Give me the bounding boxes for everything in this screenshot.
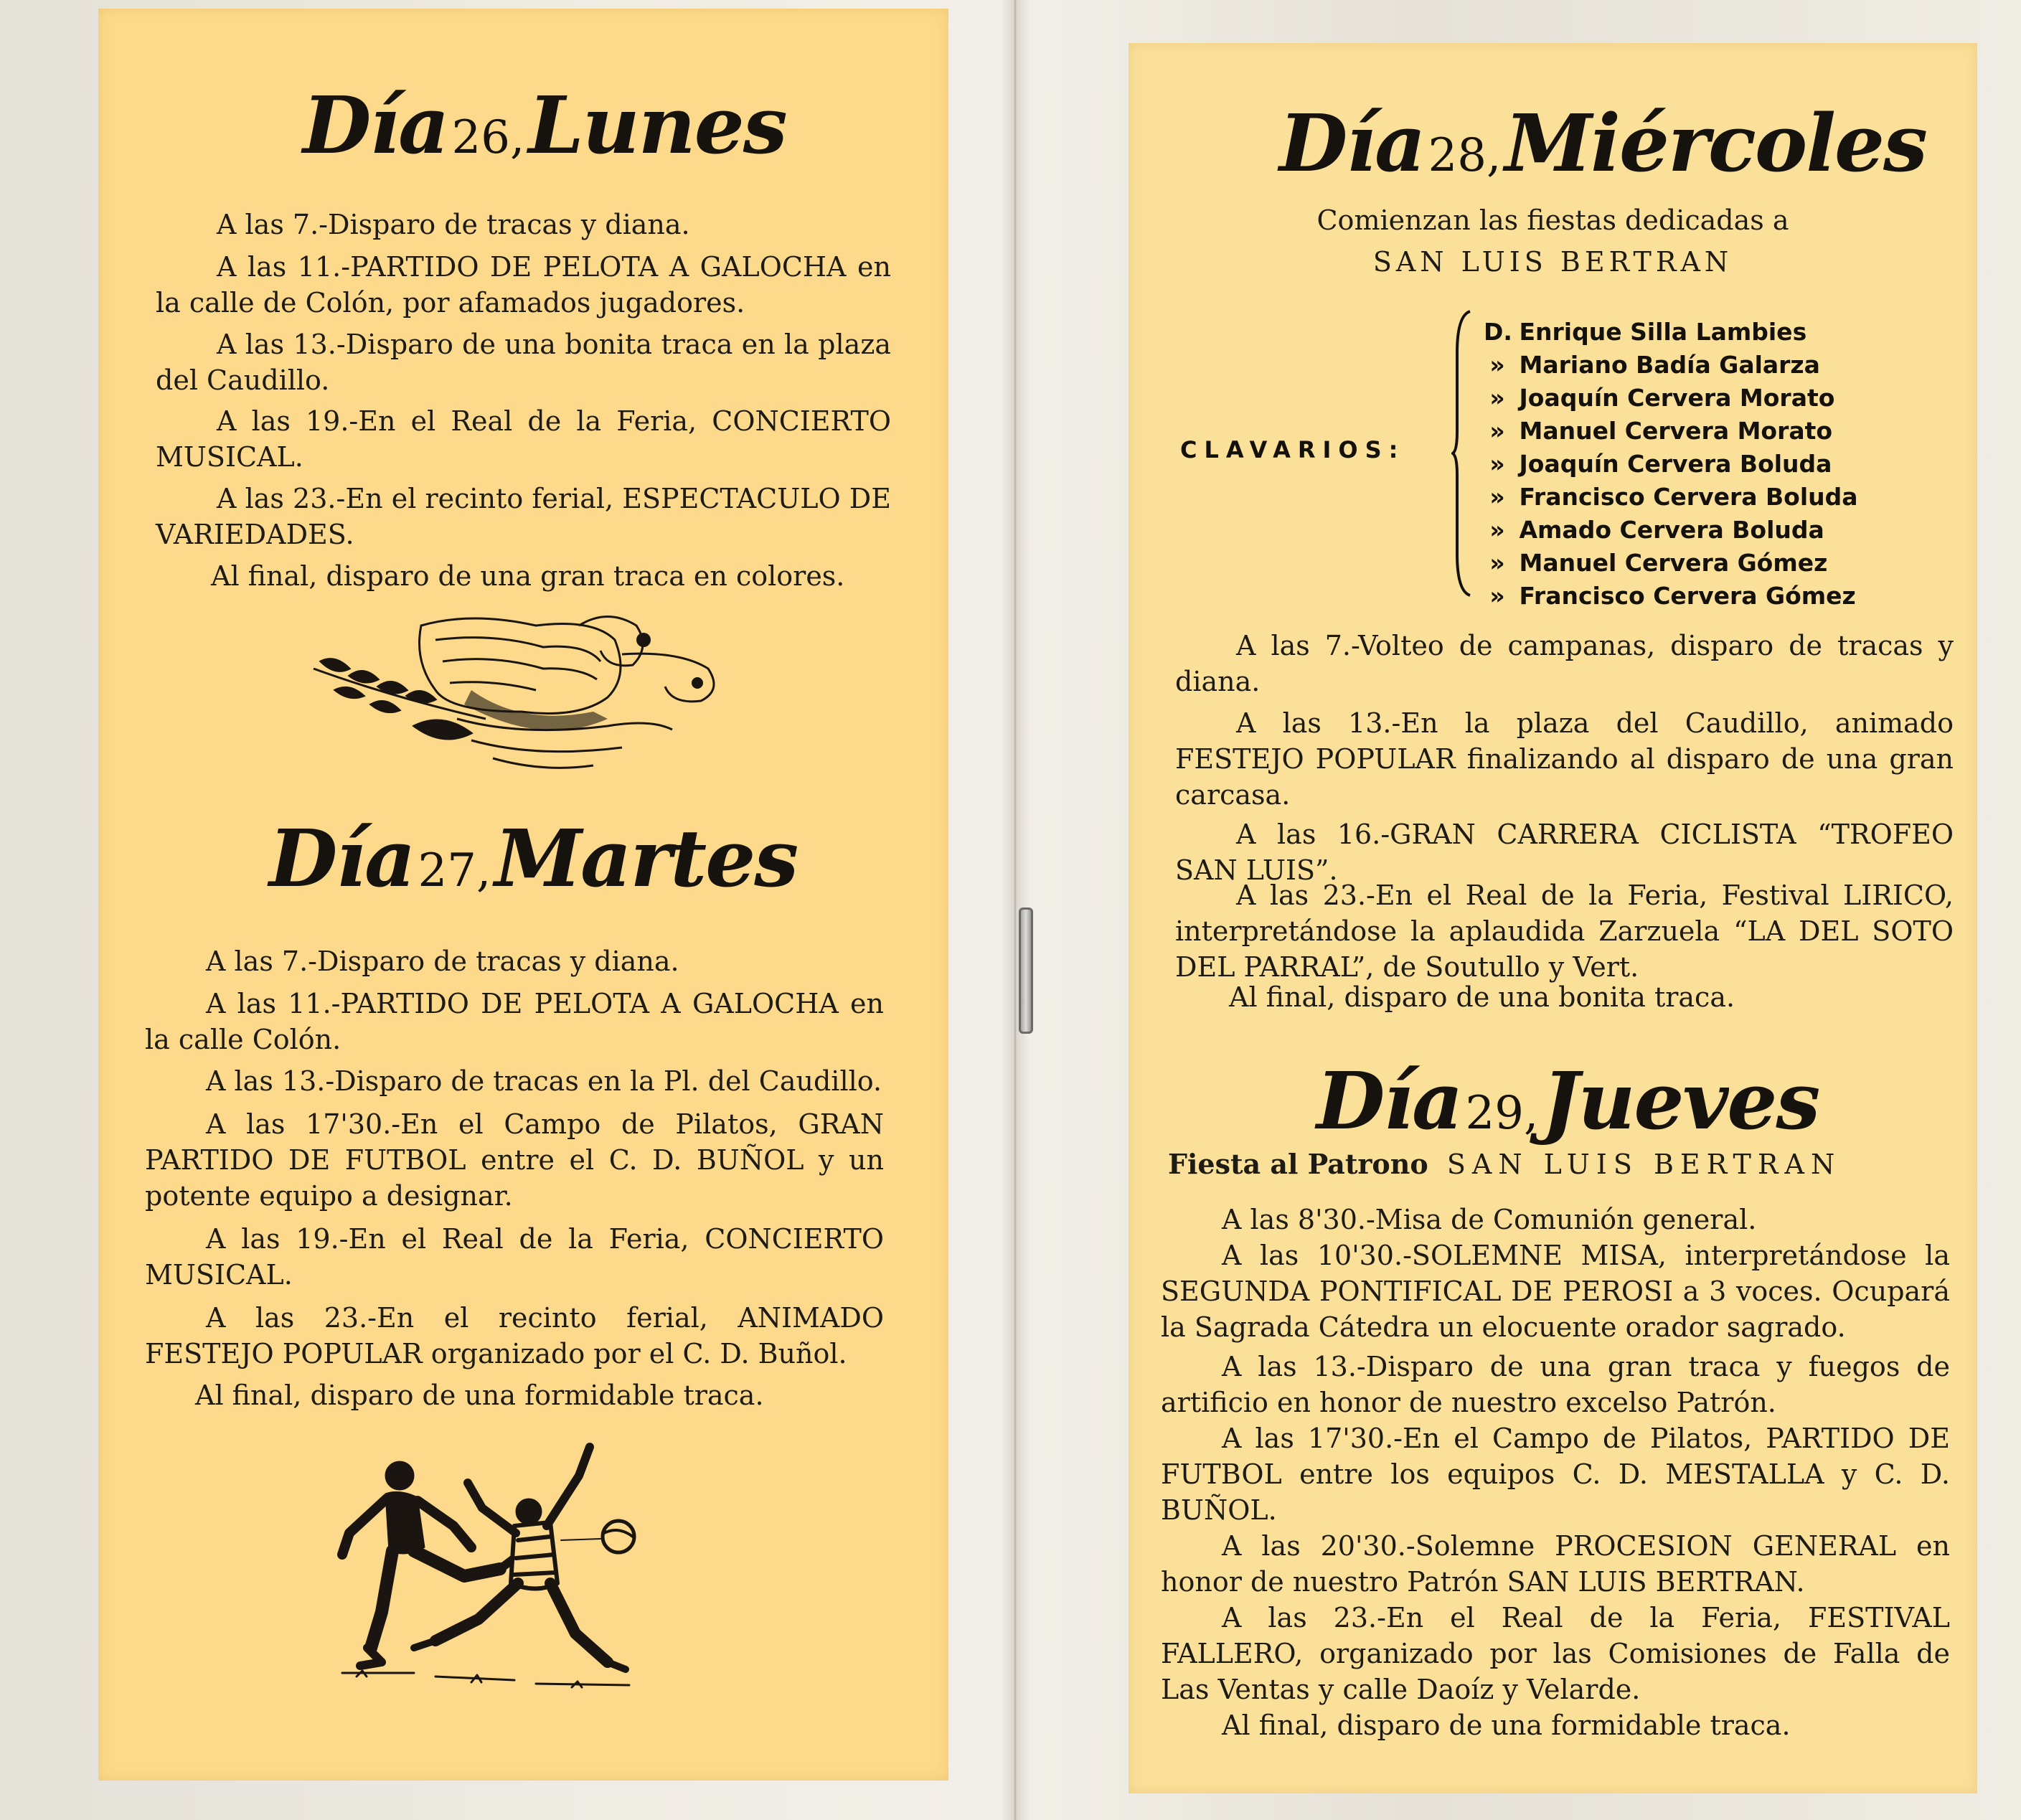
clavarios-label: CLAVARIOS: <box>1180 436 1405 463</box>
day-26-title-dia: Día <box>303 79 448 171</box>
day-29-event: A las 13.-Disparo de una gran traca y fuegos de artificio en honor de nuestro excelso Patrón. <box>1161 1351 1950 1418</box>
day-26-event: A las 19.-En el Real de la Feria, CONCIERTO MUSICAL. <box>156 405 891 473</box>
clavarios-list <box>1484 316 1858 613</box>
day-29-title <box>1316 1055 1819 1147</box>
day-28-title-weekday: Miércoles <box>1504 97 1926 189</box>
day-28-event: A las 23.-En el Real de la Feria, Festival LIRICO, interpretándose la aplaudida Zarzuela “LA DEL SOTO DEL PARRAL”, de Soutullo y Vert. <box>1175 880 1954 983</box>
day-29-event: A las 20'30.-Solemne PROCESION GENERAL en honor de nuestro Patrón SAN LUIS BERTRAN. <box>1161 1530 1950 1598</box>
clavario-item: » Francisco Cervera Boluda <box>1489 483 1858 511</box>
day-26-event: A las 13.-Disparo de una bonita traca en la plaza del Caudillo. <box>156 329 891 396</box>
day-26-title <box>303 79 786 171</box>
day-27-event: A las 17'30.-En el Campo de Pilatos, GRAN PARTIDO DE FUTBOL entre el C. D. BUÑOL y un potente equipo a designar. <box>145 1108 884 1212</box>
day-27-title-dia: Día <box>269 812 415 905</box>
day-26-event: Al final, disparo de una gran traca en colores. <box>211 560 845 592</box>
brace-icon <box>1451 310 1473 597</box>
clavario-item: » Joaquín Cervera Boluda <box>1489 450 1832 478</box>
day-29-subtitle-lead: Fiesta al Patrono <box>1168 1148 1428 1180</box>
clavario-item: » Manuel Cervera Gómez <box>1489 549 1828 577</box>
day-27-title <box>269 812 798 905</box>
day-28-event: A las 13.-En la plaza del Caudillo, animado FESTEJO POPULAR finalizando al disparo de una gran carcasa. <box>1175 707 1954 811</box>
day-26-title-weekday: Lunes <box>528 79 786 171</box>
day-29-event: A las 8'30.-Misa de Comunión general. <box>1222 1204 1757 1235</box>
day-28-event: Al final, disparo de una bonita traca. <box>1229 981 1735 1013</box>
day-29-event: A las 10'30.-SOLEMNE MISA, interpretándose la SEGUNDA PONTIFICAL DE PEROSI a 3 voces. Ocupará la Sagrada Cátedra un elocuente orador sagrado. <box>1161 1240 1950 1343</box>
day-28-subtitle: Comienzan las fiestas dedicadas a <box>1316 204 1789 236</box>
day-28-patron: SAN LUIS BERTRAN <box>1372 246 1733 278</box>
clavario-item: D. Enrique Silla Lambies <box>1484 318 1807 346</box>
day-28-title-dia: Día <box>1279 97 1425 189</box>
day-29-title-dia: Día <box>1316 1055 1462 1147</box>
day-29-title-number: 29, <box>1465 1087 1539 1140</box>
day-27-event: A las 7.-Disparo de tracas y diana. <box>206 946 679 977</box>
day-29-event: Al final, disparo de una formidable traca. <box>1222 1710 1791 1741</box>
clavario-item: » Mariano Badía Galarza <box>1489 351 1820 379</box>
day-29-title-weekday: Jueves <box>1542 1055 1819 1147</box>
day-29-subtitle <box>1168 1148 1841 1180</box>
day-27-event: A las 23.-En el recinto ferial, ANIMADO FESTEJO POPULAR organizado por el C. D. Buñol. <box>145 1302 884 1369</box>
day-29-patron: SAN LUIS BERTRAN <box>1446 1149 1842 1180</box>
clavario-item: » Francisco Cervera Gómez <box>1489 582 1856 610</box>
laurel-scroll-icon <box>306 611 737 791</box>
right-page <box>1129 43 1977 1793</box>
day-27-event: A las 19.-En el Real de la Feria, CONCIERTO MUSICAL. <box>145 1223 884 1291</box>
day-26-event: A las 11.-PARTIDO DE PELOTA A GALOCHA en la calle de Colón, por afamados jugadores. <box>156 251 891 319</box>
day-27-title-weekday: Martes <box>494 812 798 905</box>
day-28-title-number: 28, <box>1428 129 1502 182</box>
day-26-title-number: 26, <box>451 111 525 164</box>
staple <box>1019 907 1033 1034</box>
day-27-event: A las 11.-PARTIDO DE PELOTA A GALOCHA en la calle Colón. <box>145 988 884 1055</box>
football-players-icon <box>328 1433 672 1741</box>
day-29-event: A las 23.-En el Real de la Feria, FESTIVAL FALLERO, organizado por las Comisiones de Falla de Las Ventas y calle Daoíz y Velarde. <box>1161 1602 1950 1705</box>
day-28-event: A las 16.-GRAN CARRERA CICLISTA “TROFEO SAN LUIS”. <box>1175 819 1954 886</box>
day-28-title <box>1279 97 1926 189</box>
day-28-event: A las 7.-Volteo de campanas, disparo de tracas y diana. <box>1175 630 1954 697</box>
day-27-event: Al final, disparo de una formidable traca. <box>195 1380 764 1411</box>
day-27-event: A las 13.-Disparo de tracas en la Pl. del Caudillo. <box>206 1065 882 1097</box>
clavario-item: » Amado Cervera Boluda <box>1489 516 1824 544</box>
day-29-event: A las 17'30.-En el Campo de Pilatos, PARTIDO DE FUTBOL entre los equipos C. D. MESTALLA y C. D. BUÑOL. <box>1161 1423 1950 1526</box>
clavario-item: » Joaquín Cervera Morato <box>1489 384 1835 412</box>
day-26-event: A las 23.-En el recinto ferial, ESPECTACULO DE VARIEDADES. <box>156 483 891 550</box>
left-page <box>98 9 948 1781</box>
day-27-title-number: 27, <box>418 844 491 897</box>
clavario-item: » Manuel Cervera Morato <box>1489 417 1833 445</box>
day-26-event: A las 7.-Disparo de tracas y diana. <box>217 209 690 240</box>
